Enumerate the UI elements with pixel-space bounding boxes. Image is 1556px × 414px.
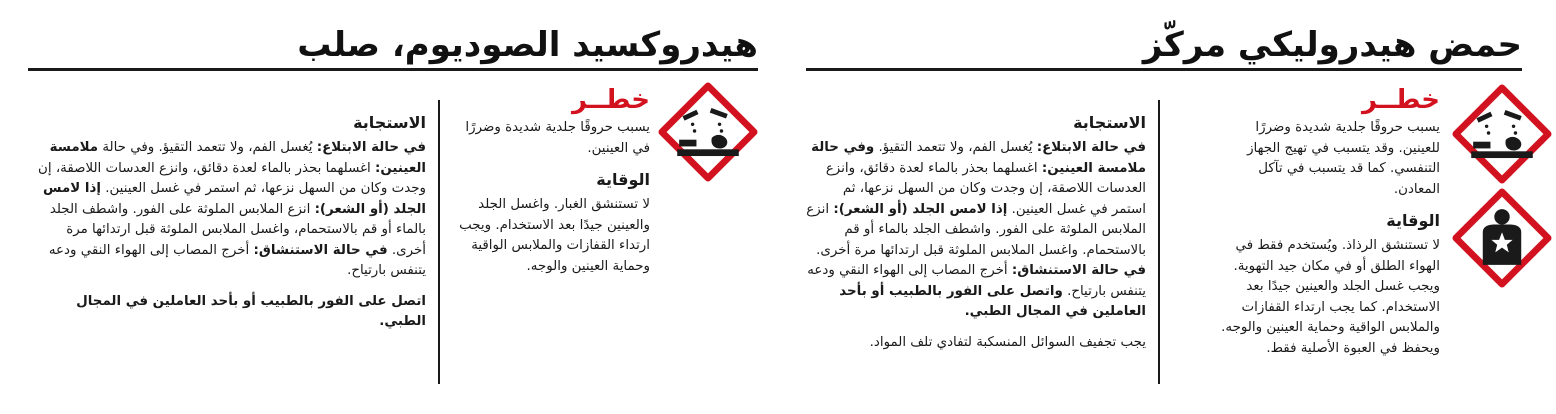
right-skin-label: إذا لامس الجلد (أو الشعر): <box>833 201 1008 217</box>
left-inhalation-text: أخرج المصاب إلى الهواء النقي ودعه يتنفس بارتياح. <box>48 242 426 278</box>
left-signal-word: خطــر <box>571 85 650 115</box>
left-title-divider <box>28 68 758 71</box>
right-eye-label: وفي حالة ملامسة العينين: <box>811 140 1146 176</box>
left-hazard-statement: يسبب حروقًا جلدية شديدة وضررًا في العينين. <box>465 120 650 156</box>
right-eye-text: اغسلهما بحذر بالماء لعدة دقائق، وانزع العدسات اللاصقة، إن وجدت وكان من السهل نزعها، ثم استمر في غسل العينين. <box>825 160 1146 217</box>
right-ingestion-label: في حالة الابتلاع: <box>1036 140 1146 155</box>
right-prevention-text: لا تستنشق الرذاذ. ويُستخدم فقط في الهواء الطلق أو في مكان جيد التهوية. ويجب غسل الجلد والعينين جيدًا بعد الاستخدام. كما يجب ارتداء القفازات والملابس الواقية وحماية العينين والوجه. ويحفظ في العبوة الأصلية فقط. <box>1221 238 1440 356</box>
right-product-title: حمض هيدروليكي مركّز <box>1142 25 1522 65</box>
right-title-divider <box>806 68 1522 71</box>
right-inhalation-text: أخرج المصاب إلى الهواء النقي ودعه يتنفس بارتياح. <box>807 263 1146 299</box>
left-eye-text: اغسلهما بحذر بالماء لعدة دقائق، وانزع العدسات اللاصقة، إن وجدت وكان من السهل نزعها، ثم استمر في غسل العينين. <box>38 160 426 196</box>
left-skin-text: انزع الملابس الملوثة على الفور. واشطف الجلد بالماء أو قم بالاستحمام، واغسل الملابس الملوثة قبل ارتدائها مرة أخرى. <box>49 201 426 258</box>
left-response-heading: الاستجابة <box>353 113 426 132</box>
right-hazard-column <box>1214 86 1440 359</box>
right-column-divider <box>1158 100 1160 384</box>
right-signal-word: خطــر <box>1361 85 1440 115</box>
right-hazard-statement: يسبب حروقًا جلدية شديدة وضررًا للعينين. وقد يتسبب في تهيج الجهاز التنفسي. كما قد يتسبب في تآكل المعادن. <box>1247 120 1440 197</box>
right-response-column <box>806 112 1146 353</box>
left-inhalation-label: في حالة الاستنشاق: <box>253 242 388 258</box>
left-skin-label: إذا لامس الجلد (أو الشعر): <box>43 181 426 217</box>
left-product-title: هيدروكسيد الصوديوم، صلب <box>297 25 758 65</box>
right-inhalation-label: في حالة الاستنشاق: <box>1011 263 1146 278</box>
right-ingestion-text: يُغسل الفم، ولا تتعمد التقيؤ. <box>878 140 1037 155</box>
left-ingestion-text: يُغسل الفم، ولا تتعمد التقيؤ. وفي حالة <box>98 140 317 155</box>
right-response-heading: الاستجابة <box>1073 113 1146 132</box>
left-hazard-column <box>454 86 650 277</box>
right-product-panel <box>806 0 1522 414</box>
left-doctor-label: اتصل على الفور بالطبيب أو بأحد العاملين في المجال الطبي. <box>76 293 426 329</box>
left-ingestion-label: في حالة الابتلاع: <box>316 140 426 155</box>
right-doctor-text: واتصل على الفور بالطبيب أو بأحد العاملين في المجال الطبي. <box>839 283 1146 319</box>
left-response-column <box>28 112 426 333</box>
left-prevention-heading: الوقاية <box>596 170 650 189</box>
right-response-text <box>806 138 1146 323</box>
left-eye-label: ملامسة العينين: <box>49 140 426 176</box>
corrosion-icon <box>1452 84 1552 184</box>
left-response-text <box>28 138 426 282</box>
left-prevention-text: لا تستنشق الغبار. واغسل الجلد والعينين جيدًا بعد الاستخدام. ويجب ارتداء القفازات والملابس الواقية وحماية العينين والوجه. <box>459 197 650 274</box>
left-column-divider <box>438 100 440 384</box>
health-hazard-icon <box>1452 188 1552 288</box>
right-storage-text: يجب تجفيف السوائل المنسكبة لتفادي تلف المواد. <box>869 334 1146 350</box>
left-product-panel <box>28 0 758 414</box>
left-doctor-text <box>28 292 426 333</box>
right-prevention-heading: الوقاية <box>1386 211 1440 230</box>
corrosion-icon <box>658 82 758 182</box>
right-skin-text: انزع الملابس الملوثة على الفور. واشطف الجلد بالماء أو قم بالاستحمام. واغسل الملابس الملوثة قبل ارتدائها مرة أخرى. <box>806 201 1146 258</box>
